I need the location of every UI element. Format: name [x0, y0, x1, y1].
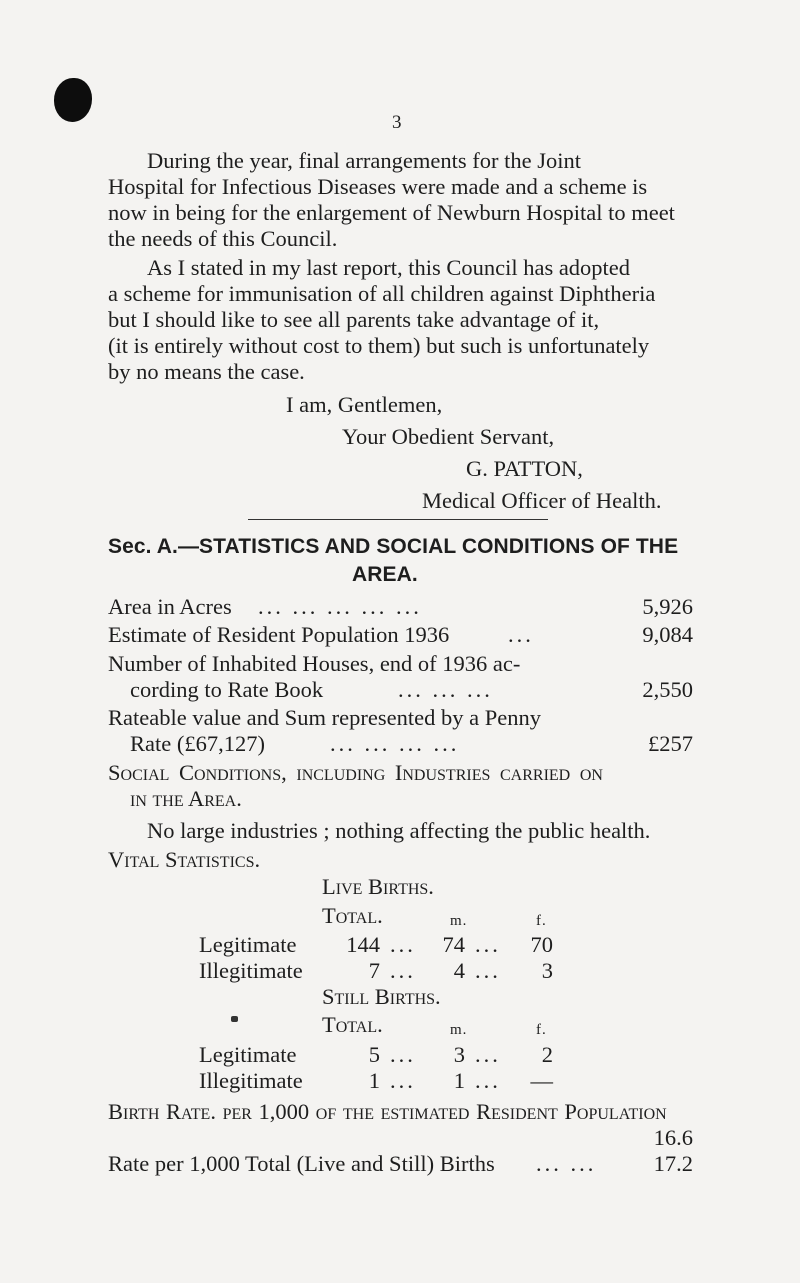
total-rate-label: Rate per 1,000 Total (Live and Still) Births: [108, 1151, 495, 1176]
vital-heading: Vital Statistics.: [108, 847, 261, 872]
stat-label: Rateable value and Sum represented by a Penny: [108, 705, 541, 730]
cell-total: 7: [368, 958, 380, 983]
birth-rate-label: [108, 1099, 667, 1125]
signoff-title: Medical Officer of Health.: [422, 488, 662, 513]
social-text: No large industries ; nothing affecting the public health.: [147, 818, 651, 843]
section-heading: Sec. A.—STATISTICS AND SOCIAL CONDITIONS OF THE: [108, 535, 679, 558]
stat-label: Number of Inhabited Houses, end of 1936 ac-: [108, 651, 521, 676]
leader-dots: ... ... ...: [398, 677, 493, 702]
divider-rule: [248, 519, 548, 520]
cell-male: 1: [453, 1068, 465, 1093]
social-heading-cont: in the Area.: [130, 786, 242, 811]
cell-total: 5: [368, 1042, 380, 1067]
leader-dots: ...: [390, 932, 416, 957]
intro-line: As I stated in my last report, this Council has adopted: [147, 255, 631, 280]
intro-line: the needs of this Council.: [108, 226, 338, 251]
signoff-closing: Your Obedient Servant,: [342, 424, 555, 449]
col-male: m.: [450, 1022, 468, 1038]
punch-hole: [54, 78, 92, 122]
stat-label-cont: Rate (£67,127): [130, 731, 265, 756]
cell-female: 3: [541, 958, 553, 983]
signoff-greeting: I am, Gentlemen,: [286, 392, 443, 417]
total-rate-value: 17.2: [653, 1151, 693, 1176]
signoff-name: G. PATTON,: [466, 456, 583, 481]
col-total: Total.: [322, 903, 383, 928]
stat-value: 5,926: [642, 594, 693, 619]
intro-line: but I should like to see all parents take advantage of it,: [108, 307, 600, 332]
row-label: Legitimate: [199, 1042, 297, 1067]
intro-line: Hospital for Infectious Diseases were made and a scheme is: [108, 174, 648, 199]
cell-total: 1: [368, 1068, 380, 1093]
ink-mark: [231, 1016, 238, 1022]
cell-male: 3: [453, 1042, 465, 1067]
intro-line: now in being for the enlargement of Newburn Hospital to meet: [108, 200, 675, 225]
row-label: Illegitimate: [199, 1068, 303, 1093]
stat-label-cont: cording to Rate Book: [130, 677, 324, 702]
cell-male: 74: [442, 932, 465, 957]
leader-dots: ... ... ... ... ...: [258, 594, 422, 619]
leader-dots: ... ... ... ...: [330, 731, 460, 756]
section-heading-cont: AREA.: [352, 563, 418, 586]
intro-line: a scheme for immunisation of all children against Diphtheria: [108, 281, 656, 306]
stat-value: £257: [648, 731, 693, 756]
live-births-title: Live Births.: [322, 874, 434, 899]
stat-label: Area in Acres: [108, 594, 232, 619]
still-births-title: Still Births.: [322, 984, 441, 1009]
leader-dots: ...: [475, 1042, 501, 1067]
cell-female: 70: [530, 932, 553, 957]
leader-dots: ...: [475, 932, 501, 957]
col-total: Total.: [322, 1012, 383, 1037]
cell-female: —: [530, 1068, 553, 1093]
leader-dots: ...: [475, 958, 501, 983]
intro-line: by no means the case.: [108, 359, 305, 384]
leader-dots: ...: [390, 1068, 416, 1093]
leader-dots: ... ...: [536, 1151, 597, 1176]
birth-rate-value: 16.6: [653, 1125, 693, 1150]
intro-line: During the year, final arrangements for the Joint: [147, 148, 581, 173]
cell-male: 4: [453, 958, 465, 983]
stat-value: 2,550: [642, 677, 693, 702]
col-female: f.: [536, 913, 547, 929]
cell-total: 144: [346, 932, 380, 957]
leader-dots: ...: [508, 622, 534, 647]
birth-rate-text: Birth Rate. per 1,000 of the estimated Resident Population: [108, 1099, 667, 1124]
stat-value: 9,084: [642, 622, 693, 647]
leader-dots: ...: [475, 1068, 501, 1093]
social-heading: Social Conditions, including Industries carried on: [108, 760, 603, 785]
col-female: f.: [536, 1022, 547, 1038]
stat-label: Estimate of Resident Population 1936: [108, 622, 450, 647]
page-number: 3: [392, 112, 402, 133]
col-male: m.: [450, 913, 468, 929]
row-label: Illegitimate: [199, 958, 303, 983]
leader-dots: ...: [390, 958, 416, 983]
leader-dots: ...: [390, 1042, 416, 1067]
row-label: Legitimate: [199, 932, 297, 957]
intro-line: (it is entirely without cost to them) but such is unfortunately: [108, 333, 650, 358]
cell-female: 2: [541, 1042, 553, 1067]
